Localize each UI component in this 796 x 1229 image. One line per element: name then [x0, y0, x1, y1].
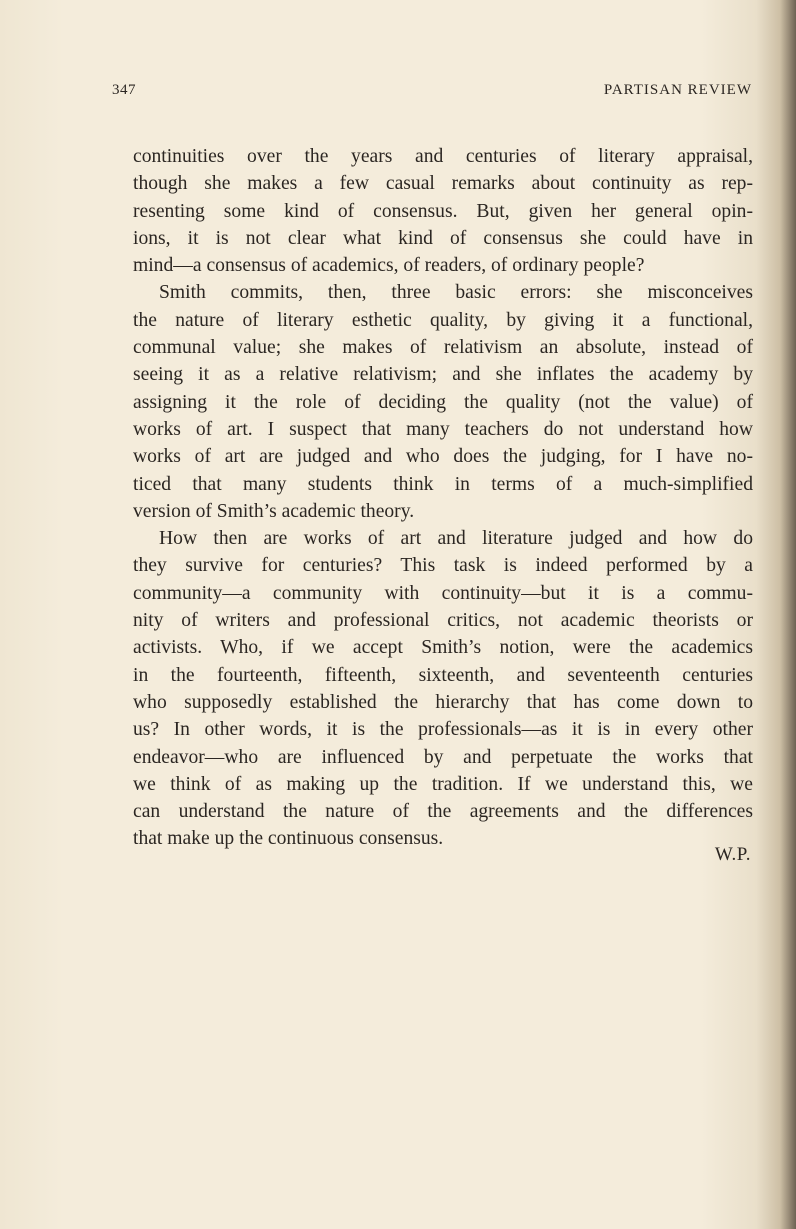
- text-line: who supposedly established the hierarchy that has come down to: [133, 691, 753, 713]
- text-line: activists. Who, if we accept Smith’s notion, were the academics: [133, 637, 753, 659]
- text-line: community—a community with continuity—but it is a commu-: [133, 582, 753, 604]
- text-line: in the fourteenth, fifteenth, sixteenth, and seventeenth centuries: [133, 664, 753, 686]
- paragraph: [133, 143, 753, 279]
- text-line: seeing it as a relative relativism; and she inflates the academy by: [133, 364, 753, 386]
- text-line: ticed that many students think in terms of a much-simplified: [133, 473, 753, 495]
- text-line: can understand the nature of the agreements and the differences: [133, 801, 753, 823]
- text-line: endeavor—who are influenced by and perpetuate the works that: [133, 746, 753, 768]
- text-line: How then are works of art and literature judged and how do: [159, 528, 753, 550]
- text-line: Smith commits, then, three basic errors: she misconceives: [159, 282, 753, 304]
- text-line: works of art. I suspect that many teachers do not understand how: [133, 418, 753, 440]
- text-line: that make up the continuous consensus.: [133, 828, 444, 850]
- author-signature: W.P.: [714, 844, 751, 865]
- text-line: mind—a consensus of academics, of readers, of ordinary people?: [133, 255, 645, 277]
- text-line: we think of as making up the tradition. If we understand this, we: [133, 773, 753, 795]
- text-line: communal value; she makes of relativism an absolute, instead of: [133, 337, 753, 359]
- text-line: continuities over the years and centuries of literary appraisal,: [133, 146, 753, 167]
- text-line: though she makes a few casual remarks about continuity as rep-: [133, 173, 753, 195]
- paragraph: [133, 279, 753, 525]
- text-line: version of Smith’s academic theory.: [133, 500, 415, 522]
- page-number: 347: [112, 82, 136, 98]
- text-line: us? In other words, it is the professionals—as it is in every other: [133, 719, 753, 741]
- text-line: assigning it the role of deciding the quality (not the value) of: [133, 391, 753, 413]
- text-line: resenting some kind of consensus. But, given her general opin-: [133, 200, 753, 222]
- text-line: the nature of literary esthetic quality, by giving it a functional,: [133, 309, 753, 331]
- text-line: works of art are judged and who does the judging, for I have no-: [133, 446, 753, 468]
- text-line: nity of writers and professional critics, not academic theorists or: [133, 610, 753, 632]
- article-body: [133, 143, 753, 853]
- text-line: ions, it is not clear what kind of consensus she could have in: [133, 227, 753, 249]
- page-header: [112, 82, 752, 106]
- paragraph: [133, 525, 753, 853]
- running-title: PARTISAN REVIEW: [603, 82, 752, 98]
- text-line: they survive for centuries? This task is indeed performed by a: [133, 555, 753, 577]
